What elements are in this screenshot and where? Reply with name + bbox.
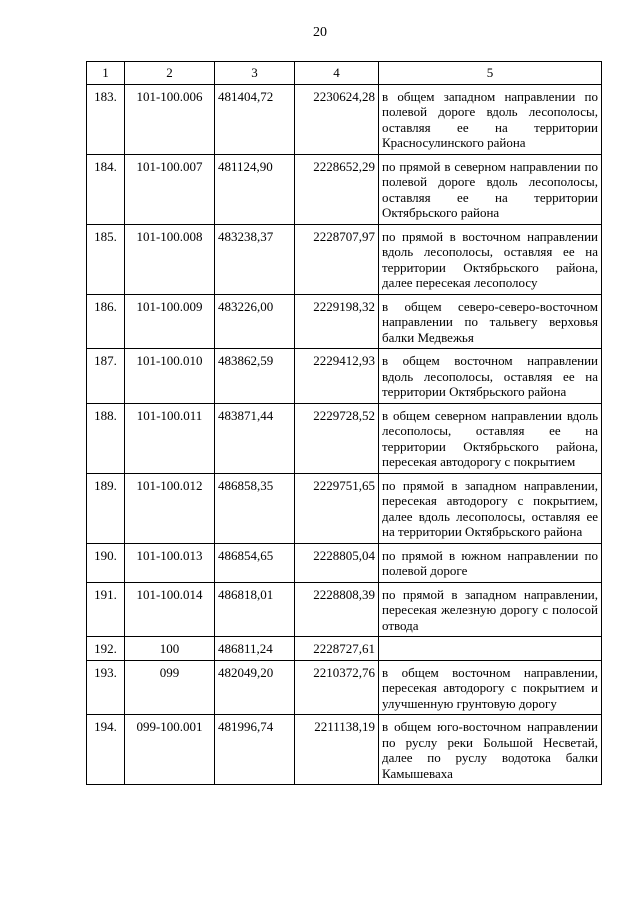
point-code-cell: 101-100.008 <box>125 224 215 294</box>
x-coordinate-cell: 481404,72 <box>215 84 295 154</box>
point-code-cell: 101-100.014 <box>125 582 215 637</box>
x-coordinate-cell: 486858,35 <box>215 473 295 543</box>
boundary-description-cell: в общем восточном направлении, пересекая автодорогу с покрытием и улучшенную грунтовую дорогу <box>379 660 602 715</box>
point-code-cell: 100 <box>125 637 215 661</box>
boundary-description-cell: по прямой в северном направлении по полевой дороге вдоль лесополосы, оставляя ее на территории Октябрьского района <box>379 154 602 224</box>
point-code-cell: 101-100.010 <box>125 349 215 404</box>
table-body <box>87 84 602 785</box>
table-row <box>87 715 602 785</box>
point-code-cell: 101-100.007 <box>125 154 215 224</box>
table-row <box>87 543 602 582</box>
y-coordinate-cell: 2229751,65 <box>295 473 379 543</box>
y-coordinate-cell: 2229728,52 <box>295 403 379 473</box>
table-row <box>87 224 602 294</box>
y-coordinate-cell: 2228805,04 <box>295 543 379 582</box>
point-code-cell: 101-100.011 <box>125 403 215 473</box>
boundary-description-cell: в общем северном направлении вдоль лесополосы, оставляя ее на территории Октябрьского района, пересекая автодорогу с покрытием <box>379 403 602 473</box>
point-code-cell: 101-100.009 <box>125 294 215 349</box>
x-coordinate-cell: 486854,65 <box>215 543 295 582</box>
y-coordinate-cell: 2228727,61 <box>295 637 379 661</box>
row-number-cell: 192. <box>87 637 125 661</box>
table-row <box>87 154 602 224</box>
table-row <box>87 660 602 715</box>
x-coordinate-cell: 486818,01 <box>215 582 295 637</box>
row-number-cell: 189. <box>87 473 125 543</box>
x-coordinate-cell: 483226,00 <box>215 294 295 349</box>
table-row <box>87 637 602 661</box>
table-row <box>87 403 602 473</box>
y-coordinate-cell: 2228652,29 <box>295 154 379 224</box>
table-row <box>87 294 602 349</box>
x-coordinate-cell: 486811,24 <box>215 637 295 661</box>
table-row <box>87 473 602 543</box>
row-number-cell: 183. <box>87 84 125 154</box>
y-coordinate-cell: 2228707,97 <box>295 224 379 294</box>
boundary-description-cell: в общем западном направлении по полевой дороге вдоль лесополосы, оставляя ее на территории Красносулинского района <box>379 84 602 154</box>
boundary-description-cell: по прямой в западном направлении, пересекая железную дорогу с полосой отвода <box>379 582 602 637</box>
row-number-cell: 186. <box>87 294 125 349</box>
header-cell-5: 5 <box>379 62 602 85</box>
y-coordinate-cell: 2230624,28 <box>295 84 379 154</box>
row-number-cell: 187. <box>87 349 125 404</box>
y-coordinate-cell: 2228808,39 <box>295 582 379 637</box>
header-cell-3: 3 <box>215 62 295 85</box>
row-number-cell: 188. <box>87 403 125 473</box>
boundary-description-cell <box>379 637 602 661</box>
row-number-cell: 184. <box>87 154 125 224</box>
header-cell-4: 4 <box>295 62 379 85</box>
header-row <box>87 62 602 85</box>
boundary-description-cell: по прямой в южном направлении по полевой дороге <box>379 543 602 582</box>
y-coordinate-cell: 2211138,19 <box>295 715 379 785</box>
point-code-cell: 101-100.006 <box>125 84 215 154</box>
row-number-cell: 191. <box>87 582 125 637</box>
x-coordinate-cell: 483871,44 <box>215 403 295 473</box>
row-number-cell: 194. <box>87 715 125 785</box>
boundary-description-cell: по прямой в восточном направлении вдоль лесополосы, оставляя ее на территории Октябрьского района, далее пересекая лесополосу <box>379 224 602 294</box>
point-code-cell: 099-100.001 <box>125 715 215 785</box>
row-number-cell: 193. <box>87 660 125 715</box>
boundary-description-cell: в общем северо-северо-восточном направлении по тальвегу верховья балки Медвежья <box>379 294 602 349</box>
table-row <box>87 349 602 404</box>
page-number: 20 <box>313 25 327 40</box>
table-header <box>87 62 602 85</box>
y-coordinate-cell: 2229198,32 <box>295 294 379 349</box>
row-number-cell: 190. <box>87 543 125 582</box>
point-code-cell: 099 <box>125 660 215 715</box>
x-coordinate-cell: 481996,74 <box>215 715 295 785</box>
y-coordinate-cell: 2229412,93 <box>295 349 379 404</box>
row-number-cell: 185. <box>87 224 125 294</box>
x-coordinate-cell: 483238,37 <box>215 224 295 294</box>
header-cell-1: 1 <box>87 62 125 85</box>
coordinates-table <box>86 61 602 785</box>
boundary-description-cell: по прямой в западном направлении, пересекая автодорогу с покрытием, далее вдоль лесополосы, оставляя ее на территории Октябрьского района <box>379 473 602 543</box>
x-coordinate-cell: 481124,90 <box>215 154 295 224</box>
y-coordinate-cell: 2210372,76 <box>295 660 379 715</box>
point-code-cell: 101-100.013 <box>125 543 215 582</box>
x-coordinate-cell: 482049,20 <box>215 660 295 715</box>
boundary-description-cell: в общем восточном направлении вдоль лесополосы, оставляя ее на территории Октябрьского района <box>379 349 602 404</box>
boundary-description-cell: в общем юго-восточном направлении по руслу реки Большой Несветай, далее по руслу водотока балки Камышеваха <box>379 715 602 785</box>
table-row <box>87 84 602 154</box>
header-cell-2: 2 <box>125 62 215 85</box>
x-coordinate-cell: 483862,59 <box>215 349 295 404</box>
point-code-cell: 101-100.012 <box>125 473 215 543</box>
table-row <box>87 582 602 637</box>
